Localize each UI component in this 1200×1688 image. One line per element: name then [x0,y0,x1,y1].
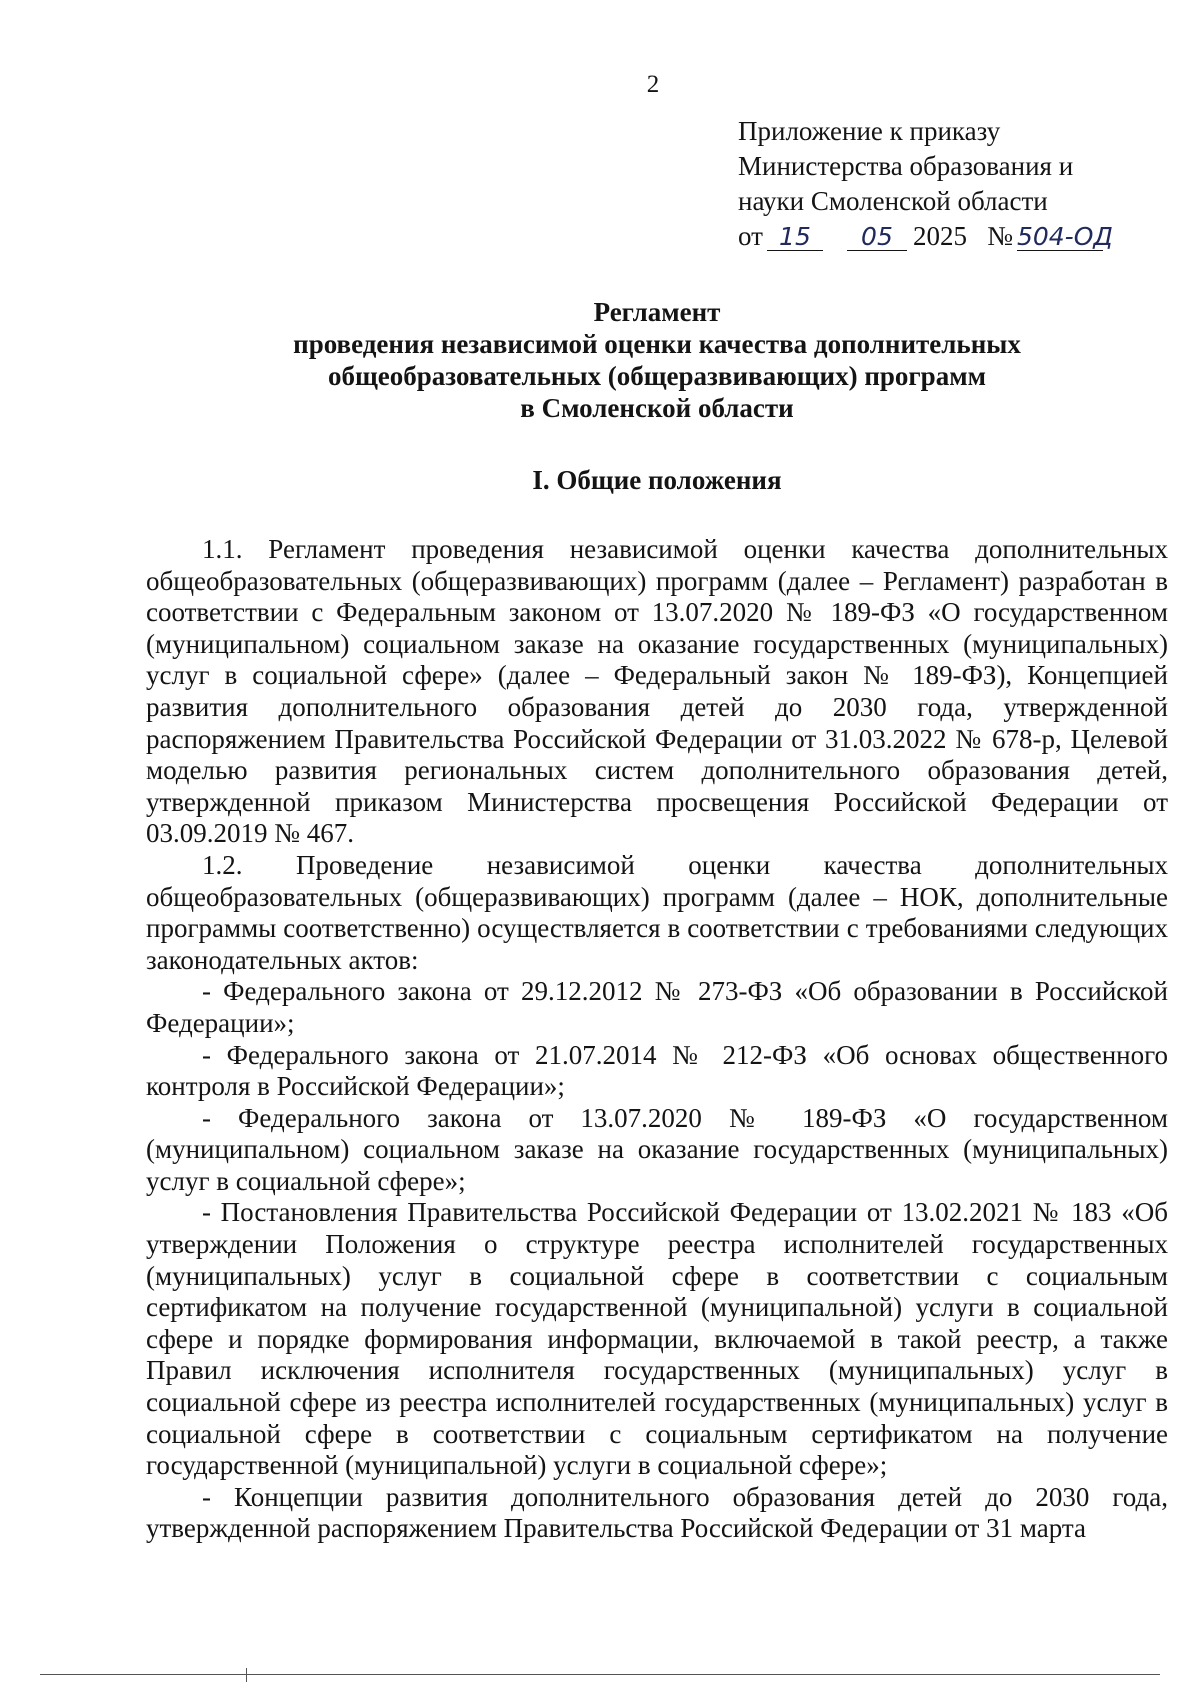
title-line-4: в Смоленской области [520,393,794,423]
list-item-law-189: - Федерального закона от 13.07.2020 № 189-ФЗ «О государственном (муниципальном) социальном заказе на оказание государственных (муниципальных) услуг в социальной сфере»; [146,1102,1168,1196]
body-text [146,534,1168,1545]
title-line-2: проведения независимой оценки качества дополнительных [293,329,1021,359]
paragraph-1-1: 1.1. Регламент проведения независимой оценки качества дополнительных общеобразовательных (общеразвивающих) программ (далее – Регламент) разработан в соответствии с Федеральным законом от 13.07.2020 № 189-ФЗ «О государственном (муниципальном) социальном заказе на оказание государственных (муниципальных) услуг в социальной сфере» (далее – Федеральный закон № 189-ФЗ), Концепцией развития дополнительного образования детей до 2030 года, утвержденной распоряжением Правительства Российской Федерации от 31.03.2022 № 678-р, Целевой моделью развития региональных систем дополнительного образования детей, утвержденной приказом Министерства просвещения Российской Федерации от 03.09.2019 № 467. [146,534,1168,849]
footer-tick [246,1668,247,1682]
handwritten-day: 15 [767,224,823,251]
appendix-line-1: Приложение к приказу [738,116,1001,146]
handwritten-order-number: 504-ОД [1016,222,1113,251]
paragraph-1-2: 1.2. Проведение независимой оценки качества дополнительных общеобразовательных (общеразвивающих) программ (далее – НОК, дополнительные программы соответственно) осуществляется в соответствии с требованиями следующих законодательных актов: [146,849,1168,975]
title-line-3: общеобразовательных (общеразвивающих) программ [328,361,986,391]
footer-divider [40,1674,1160,1675]
list-item-concept-2030: - Концепции развития дополнительного образования детей до 2030 года, утвержденной распоряжением Правительства Российской Федерации от 31 марта [146,1481,1168,1544]
appendix-line-2: Министерства образования и [738,151,1074,181]
number-prefix: № [987,221,1013,251]
date-prefix: от [738,221,763,251]
list-item-law-273: - Федерального закона от 29.12.2012 № 273-ФЗ «Об образовании в Российской Федерации»; [146,976,1168,1038]
document-title [146,296,1168,424]
appendix-block [738,114,1158,254]
date-year: 2025 [912,221,967,251]
title-line-1: Регламент [593,297,721,327]
section-heading: I. Общие положения [532,465,782,495]
appendix-date-line [738,219,1158,254]
list-item-resolution-183: - Постановления Правительства Российской Федерации от 13.02.2021 № 183 «Об утверждении Положения о структуре реестра исполнителей государственных (муниципальных) услуг в социальной сфере в соответствии с социальным сертификатом на получение государственной (муниципальной) услуги в социальной сфере и порядке формирования информации, включаемой в такой реестр, а также Правил исключения исполнителя государственных (муниципальных) услуг в социальной сфере из реестра исполнителей государственных (муниципальных) услуг в социальной сфере в соответствии с социальным сертификатом на получение государственной (муниципальной) услуги в социальной сфере»; [146,1197,1168,1481]
page-number: 2 [646,71,660,98]
list-item-law-212: - Федерального закона от 21.07.2014 № 212-ФЗ «Об основах общественного контроля в Российской Федерации»; [146,1039,1168,1102]
handwritten-month: 05 [847,224,907,251]
appendix-line-3: науки Смоленской области [738,186,1048,216]
